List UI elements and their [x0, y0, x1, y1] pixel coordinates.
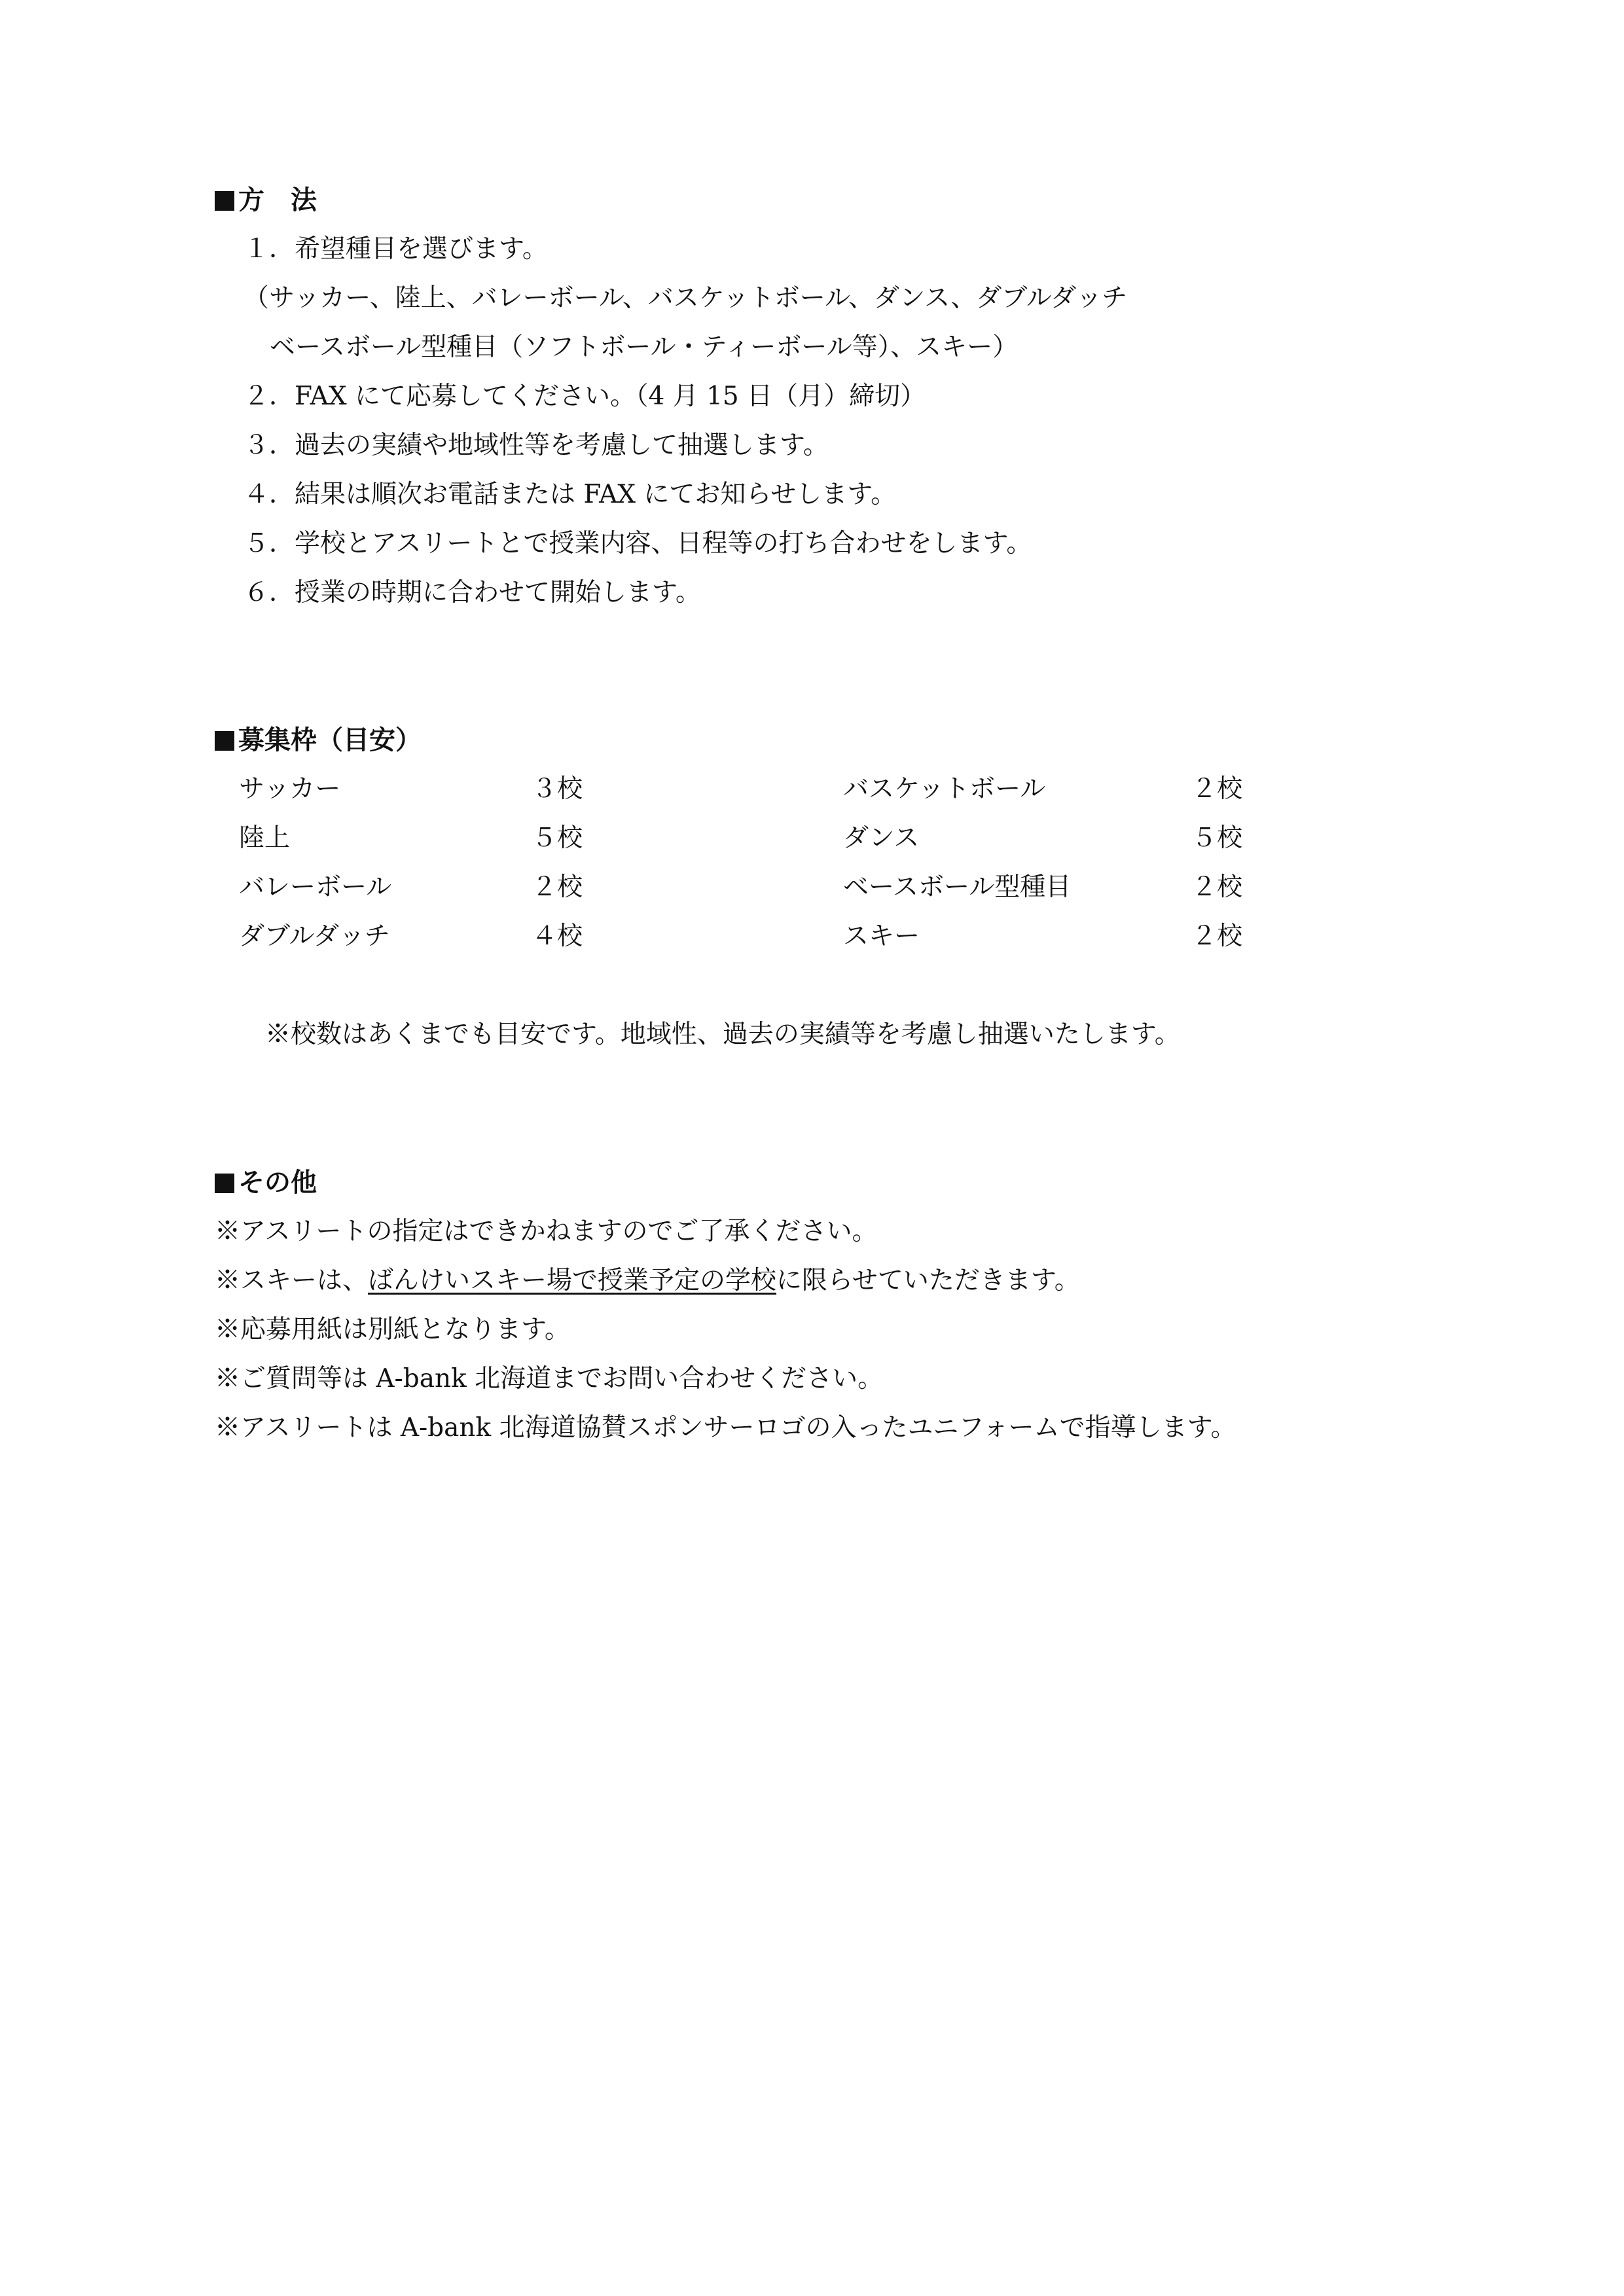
- method-item: １．希望種目を選びます。: [244, 234, 548, 264]
- method-item: ４．結果は順次お電話または FAX にてお知らせします。: [244, 480, 897, 509]
- recruit-sport-name: サッカー: [239, 774, 341, 804]
- recruit-school-count: ５校: [1191, 823, 1243, 853]
- recruit-sport-name: ベースボール型種目: [843, 872, 1072, 902]
- recruit-heading-text: 募集枠（目安）: [238, 725, 422, 755]
- method-heading-text: 方 法: [238, 185, 317, 215]
- other-note: ※ご質問等は A-bank 北海道までお問い合わせください。: [215, 1364, 884, 1393]
- method-item: ３．過去の実績や地域性等を考慮して抽選します。: [244, 431, 829, 460]
- other-heading: [215, 1167, 317, 1198]
- other-note: ※応募用紙は別紙となります。: [215, 1315, 570, 1344]
- recruit-sport-name: バスケットボール: [843, 774, 1046, 804]
- other-note: ※アスリートの指定はできかねますのでご了承ください。: [215, 1217, 878, 1246]
- recruit-sport-name: 陸上: [239, 823, 291, 853]
- square-bullet-icon: [215, 731, 234, 751]
- other-note-ski-underlined: ばんけいスキー場で授業予定の学校: [368, 1266, 777, 1295]
- recruit-note: ※校数はあくまでも目安です。地域性、過去の実績等を考慮し抽選いたします。: [265, 1020, 1180, 1049]
- square-bullet-icon: [215, 1174, 234, 1193]
- other-note-ski: [215, 1265, 1080, 1297]
- recruit-sport-name: バレーボール: [239, 872, 392, 902]
- recruit-school-count: ４校: [532, 922, 583, 951]
- recruit-sport-name: スキー: [843, 922, 920, 951]
- other-note-ski-prefix: ※スキーは、: [215, 1266, 369, 1295]
- other-heading-text: その他: [238, 1168, 317, 1198]
- recruit-school-count: ３校: [532, 774, 583, 804]
- recruit-school-count: ２校: [1191, 922, 1243, 951]
- recruit-sport-name: ダンス: [843, 823, 920, 853]
- square-bullet-icon: [215, 191, 234, 211]
- method-item: ６．授業の時期に合わせて開始します。: [244, 578, 701, 607]
- other-note: ※アスリートは A-bank 北海道協賛スポンサーロゴの入ったユニフォームで指導します。: [215, 1413, 1236, 1443]
- recruit-school-count: ５校: [532, 823, 583, 853]
- method-heading: [215, 185, 317, 216]
- recruit-heading: [215, 725, 422, 756]
- method-item: ベースボール型種目（ソフトボール・ティーボール等）、スキー）: [270, 332, 1019, 362]
- method-item: ５．学校とアスリートとで授業内容、日程等の打ち合わせをします。: [244, 529, 1032, 558]
- recruit-school-count: ２校: [1191, 872, 1243, 902]
- method-item: （サッカー、陸上、バレーボール、バスケットボール、ダンス、ダブルダッチ: [244, 283, 1128, 313]
- recruit-school-count: ２校: [532, 872, 583, 902]
- recruit-sport-name: ダブルダッチ: [239, 922, 390, 951]
- other-note-ski-suffix: に限らせていただきます。: [776, 1266, 1080, 1295]
- recruit-school-count: ２校: [1191, 774, 1243, 804]
- method-item: ２．FAX にて応募してください。（4 月 15 日（月）締切）: [244, 382, 926, 411]
